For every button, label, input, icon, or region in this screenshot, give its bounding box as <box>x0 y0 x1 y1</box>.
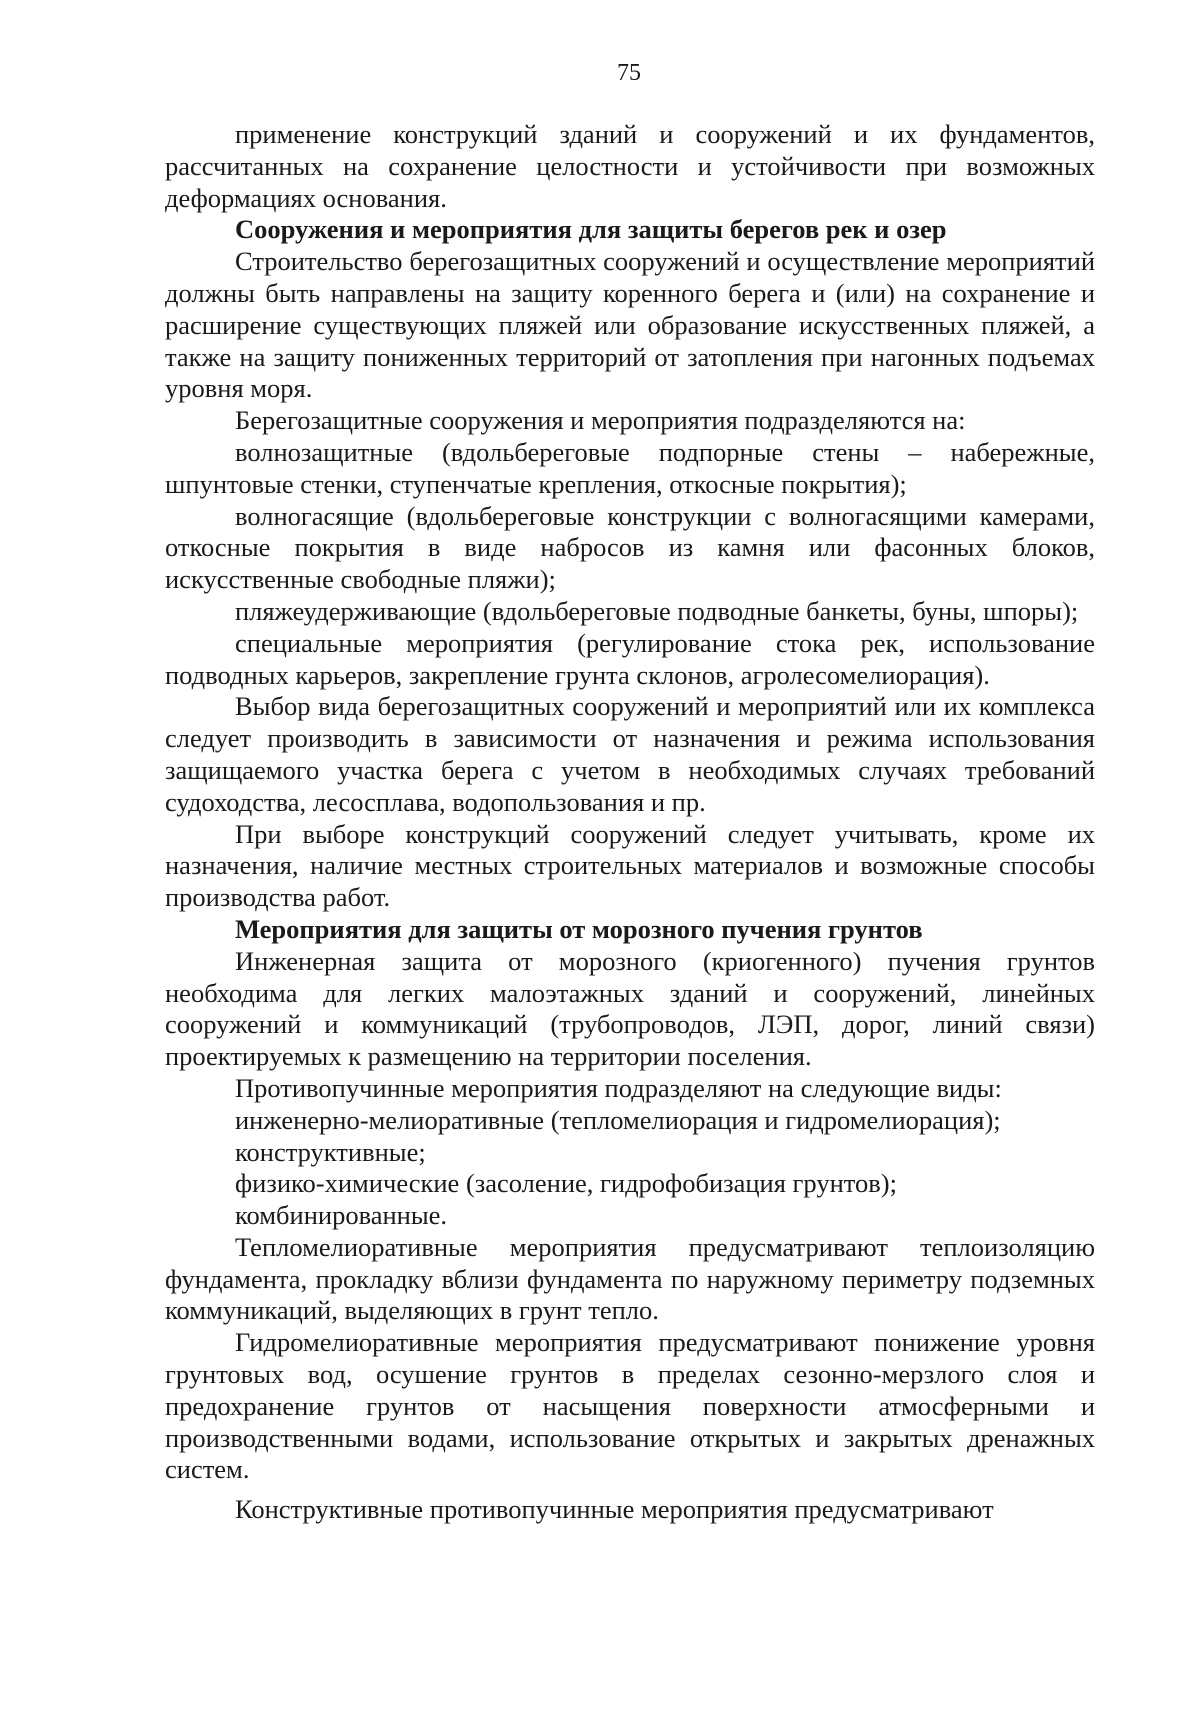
paragraph-foundation-design: применение конструкций зданий и сооружений и их фундаментов, рассчитанных на сохранение целостности и устойчивости при возможных деформациях основания. <box>165 119 1095 213</box>
paragraph-hydro-melioration: Гидромелиоративные мероприятия предусматривают понижение уровня грунтовых вод, осушение грунтов в пределах сезонно-мерзлого слоя и предохранение грунтов от насыщения поверхности атмосферными и производственными водами, использование открытых и закрытых дренажных систем. <box>165 1327 1095 1485</box>
section-heading-frost-heave: Мероприятия для защиты от морозного пучения грунтов <box>235 913 923 944</box>
list-item-beach-retaining: пляжеудерживающие (вдольбереговые подводные банкеты, буны, шпоры); <box>235 595 1079 626</box>
paragraph-design-considerations: При выборе конструкций сооружений следует учитывать, кроме их назначения, наличие местных строительных материалов и возможные способы производства работ. <box>165 818 1095 913</box>
paragraph-structural-measures: Конструктивные противопучинные мероприятия предусматривают <box>235 1494 994 1525</box>
paragraph-choice-of-structures: Выбор вида берегозащитных сооружений и мероприятий или их комплекса следует производить в зависимости от назначения и режима использования защищаемого участка берега с учетом в необходимых случаях требований судоходства, лесосплава, водопользования и пр. <box>165 691 1095 817</box>
section-heading-shore-protection: Сооружения и мероприятия для защиты берегов рек и озер <box>235 214 947 245</box>
list-item-structural: конструктивные; <box>235 1136 426 1167</box>
paragraph-shore-protection-types-intro: Берегозащитные сооружения и мероприятия подразделяются на: <box>235 405 966 436</box>
paragraph-anti-heave-types-intro: Противопучинные мероприятия подразделяют на следующие виды: <box>235 1072 1002 1103</box>
paragraph-frost-heave-protection: Инженерная защита от морозного (криогенного) пучения грунтов необходима для легких малоэтажных зданий и сооружений, линейных сооружений и коммуникаций (трубопроводов, ЛЭП, дорог, линий связи) проектируемых к размещению на территории поселения. <box>165 945 1095 1072</box>
list-item-special-measures: специальные мероприятия (регулирование стока рек, использование подводных карьеров, закрепление грунта склонов, агролесомелиорация). <box>165 627 1095 690</box>
page-number: 75 <box>617 60 641 86</box>
paragraph-thermal-melioration: Тепломелиоративные мероприятия предусматривают теплоизоляцию фундамента, прокладку вблизи фундамента по наружному периметру подземных коммуникаций, выделяющих в грунт тепло. <box>165 1231 1095 1326</box>
list-item-wave-damping: волногасящие (вдольбереговые конструкции с волногасящими камерами, откосные покрытия в виде набросов из камня или фасонных блоков, искусственные свободные пляжи); <box>165 500 1095 595</box>
list-item-physico-chemical: физико-химические (засоление, гидрофобизация грунтов); <box>235 1168 897 1199</box>
list-item-combined: комбинированные. <box>235 1200 448 1231</box>
list-item-engineering-melioration: инженерно-мелиоративные (тепломелиорация и гидромелиорация); <box>235 1104 1001 1135</box>
list-item-wave-protection: волнозащитные (вдольбереговые подпорные стены – набережные, шпунтовые стенки, ступенчатые крепления, откосные покрытия); <box>165 436 1095 499</box>
page-body <box>165 119 1095 1526</box>
paragraph-shore-protection-purpose: Строительство берегозащитных сооружений и осуществление мероприятий должны быть направлены на защиту коренного берега и (или) на сохранение и расширение существующих пляжей или образование искусственных пляжей, а также на защиту пониженных территорий от затопления при нагонных подъемах уровня моря. <box>165 246 1095 404</box>
